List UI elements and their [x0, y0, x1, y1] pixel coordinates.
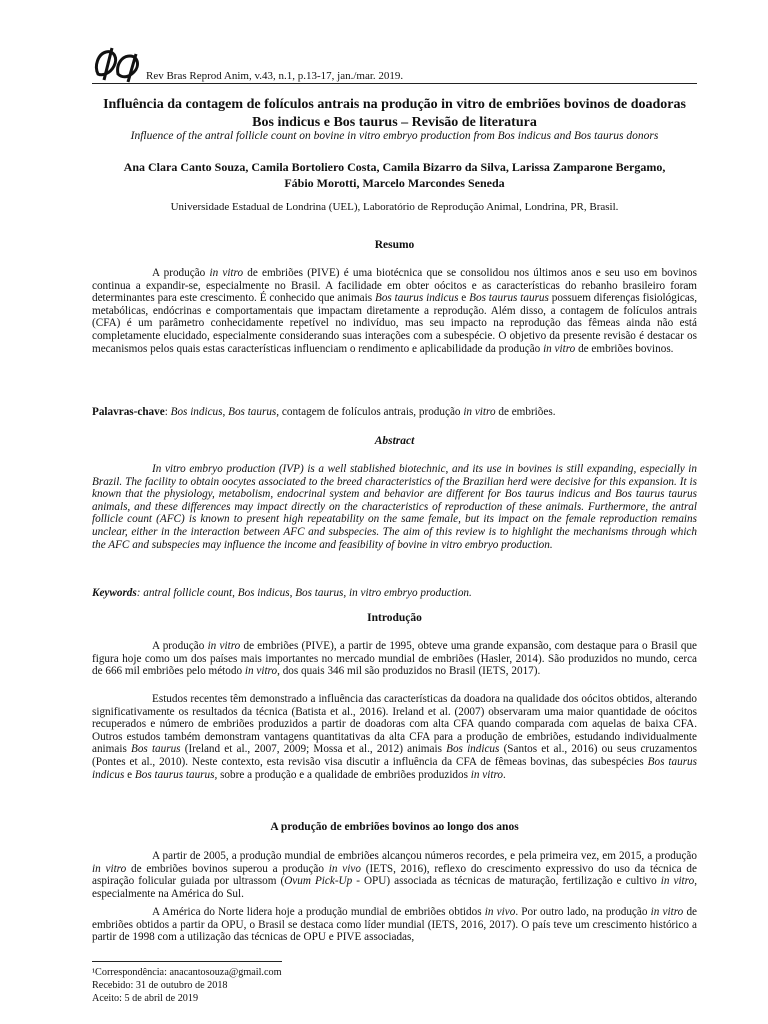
journal-reference: Rev Bras Reprod Anim, v.43, n.1, p.13-17, jan./mar. 2019. — [146, 70, 404, 82]
article-title-english: Influence of the antral follicle count on bovine in vitro embryo production from Bos indicus and Bos taurus donors — [130, 130, 659, 142]
abstract-heading: Abstract — [374, 435, 415, 447]
introducao-paragraph-1: A produção in vitro de embriões (PIVE), a partir de 1995, obteve uma grande expansão, com destaque para o Brasil que figura hoje como um dos países mais importantes no mercado mundial de embriões (Hasler, 2014). São produzidos no mundo, cerca de 666 mil embriões pelo método in vitro, dos quais 346 mil são produzidos no Brasil (IETS, 2017). — [92, 640, 698, 678]
resumo-text: A produção in vitro de embriões (PIVE) é uma biotécnica que se consolidou nos últimos anos e seu uso em bovinos continua a expandir-se, especialmente no Brasil. A facilidade em obter oócitos e as características do rebanho brasileiro foram determinantes para este crescimento. É conhecido que animais Bos taurus indicus e Bos taurus taurus possuem diferenças fisiológicas, metabólicas, endócrinas e comportamentais que impactam diretamente a reprodução. Além disso, a contagem de folículos antrais (CFA) é um parâmetro conhecidamente repetível no indivíduo, mas seu impacto na reprodução das fêmeas ainda não está completamente elucidado, especialmente considerando suas interações com a subespécie. O objetivo da presente revisão é destacar os mecanismos pelos quais estas características influenciam o rendimento e aplicabilidade da produção in vitro de embriões bovinos. — [92, 267, 698, 355]
article-title: Influência da contagem de folículos antrais na produção in vitro de embriões bovinos de doadoras Bos indicus e Bos taurus – Revisão de literatura — [103, 97, 686, 130]
header-rule — [92, 83, 697, 84]
palavras-chave: Palavras-chave: Bos indicus, Bos taurus, contagem de folículos antrais, produção in vitro de embriões. — [92, 406, 556, 418]
author-line-1: Ana Clara Canto Souza, Camila Bortoliero Costa, Camila Bizarro da Silva, Larissa Zamparone Bergamo, — [123, 160, 666, 174]
author-line-2: Fábio Morotti, Marcelo Marcondes Seneda — [284, 176, 505, 190]
resumo-heading: Resumo — [374, 239, 415, 251]
introducao-heading: Introdução — [367, 612, 422, 624]
author-list — [92, 159, 697, 191]
footnote — [92, 966, 282, 1005]
accepted-date: Aceito: 5 de abril de 2019 — [92, 993, 199, 1004]
footnote-rule — [92, 961, 282, 962]
correspondence-email: ¹Correspondência: anacantosouza@gmail.com — [92, 967, 282, 978]
keywords: Keywords: antral follicle count, Bos indicus, Bos taurus, in vitro embryo production. — [92, 587, 472, 599]
producao-paragraph-2: A América do Norte lidera hoje a produção mundial de embriões obtidos in vivo. Por outro lado, na produção in vitro de embriões obtidos a partir da OPU, o Brasil se destaca como líder mundial (IETS, 2016, 2017). O país teve um crescimento histórico a partir de 1998 com a utilização das técnicas de OPU e PIVE associadas, — [92, 906, 697, 944]
producao-heading: A produção de embriões bovinos ao longo dos anos — [270, 821, 519, 833]
affiliation: Universidade Estadual de Londrina (UEL), Laboratório de Reprodução Animal, Londrina, PR, Brasil. — [170, 201, 619, 213]
producao-paragraph-1: A partir de 2005, a produção mundial de embriões alcançou números recordes, e pela primeira vez, em 2015, a produção in vitro de embriões bovinos superou a produção in vivo (IETS, 2016), reflexo do crescimento expressivo do uso da técnica de aspiração folicular guiada por ultrassom (Ovum Pick-Up - OPU) associada as técnicas de maturação, fertilização e cultivo in vitro, especialmente na América do Sul. — [92, 850, 697, 900]
introducao-paragraph-2: Estudos recentes têm demonstrado a influência das características da doadora na qualidade dos oócitos obtidos, alterando significativamente os resultados da técnica (Batista et al., 2016). Ireland et al. (2007) observaram uma maior quantidade de oócitos recuperados e número de embriões produzidos a partir de doadoras com alta CFA quando comparada com aquelas de baixa CFA. Outros estudos também demonstram vantagens quantitativas da alta CFA para a produção de embriões, estudando individualmente animais Bos taurus (Ireland et al., 2007, 2009; Mossa et al., 2012) animais Bos indicus (Santos et al., 2016) ou seus cruzamentos (Pontes et al., 2010). Neste contexto, esta revisão visa discutir a influência da CFA de fêmeas bovinas, das subespécies Bos taurus indicus e Bos taurus taurus, sobre a produção e a qualidade de embriões produzidos in vitro. — [92, 693, 697, 781]
abstract-text: In vitro embryo production (IVP) is a well stablished biotechnic, and its use in bovines is still expanding, especially in Brazil. The facility to obtain oocytes associated to the breed characteristics of the Brazilian herd were decisive for this expansion. It is known that the physiology, metabolism, endocrinal system and behavior are different for Bos taurus indicus and Bos taurus taurus animals, and these differences may impact directly on the characteristics of reproduction of these animals. Furthermore, the antral follicle count (AFC) is known to present high repeatability on the same female, but its impact on the female reproduction remains unclear, either in the interaction between AFC and subspecies. The aim of this review is to highlight the mechanisms through which the AFC and subspecies may influence the income and feasibility of bovine in vitro embryo production. — [92, 463, 697, 551]
received-date: Recebido: 31 de outubro de 2018 — [92, 980, 228, 991]
journal-logo — [92, 44, 142, 84]
